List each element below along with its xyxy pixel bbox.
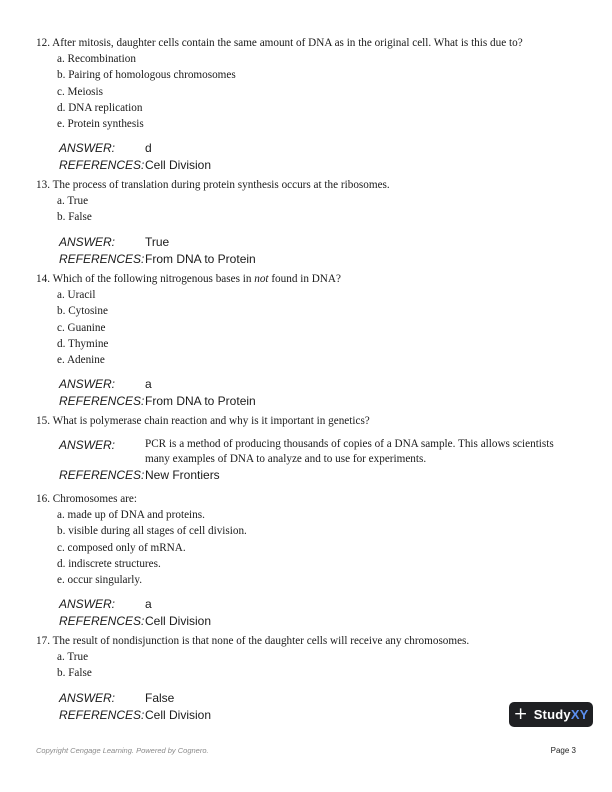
question-stem: 17. The result of nondisjunction is that none of the daughter cells will receive any chromosomes.: [36, 635, 470, 647]
answer-label: ANSWER:: [59, 597, 116, 612]
option: b. Cytosine: [57, 305, 108, 318]
answer-value: False: [145, 690, 175, 705]
option: a. True: [57, 651, 89, 663]
references-value: From DNA to Protein: [145, 251, 256, 266]
options-list: [57, 193, 581, 226]
question-stem: 16. Chromosomes are:: [36, 493, 137, 505]
references-value: Cell Division: [145, 707, 212, 722]
stem-text: 14. Which of the following nitrogenous bases in: [36, 273, 255, 285]
question-12: [36, 35, 581, 174]
answer-label: ANSWER:: [59, 690, 116, 705]
stem-text: found in DNA?: [268, 273, 341, 285]
answer-block: [59, 690, 581, 724]
question-16: [36, 491, 581, 630]
question-15: [36, 413, 581, 484]
options-list: [57, 507, 581, 588]
option: c. Guanine: [57, 321, 106, 334]
option: a. Recombination: [57, 53, 136, 65]
option: b. False: [57, 667, 92, 680]
badge-brand-text: [534, 707, 589, 722]
answer-block: [59, 140, 581, 174]
answer-label: ANSWER:: [59, 234, 116, 249]
badge-study-text: Study: [533, 707, 571, 722]
question-stem: 15. What is polymerase chain reaction and why is it important in genetics?: [36, 415, 370, 427]
answer-label: ANSWER:: [59, 377, 116, 392]
option: d. Thymine: [57, 337, 109, 350]
answer-block: [59, 234, 581, 268]
references-label: REFERENCES:: [59, 614, 145, 629]
option: a. made up of DNA and proteins.: [57, 509, 205, 521]
answer-block: [59, 596, 581, 630]
studyxy-badge[interactable]: [509, 702, 593, 727]
option: b. visible during all stages of cell division.: [57, 525, 247, 538]
references-label: REFERENCES:: [59, 707, 145, 722]
footer-page-number: Page 3: [550, 746, 576, 755]
options-list: [57, 649, 581, 682]
answer-block: [59, 376, 581, 410]
references-label: REFERENCES:: [59, 251, 145, 266]
option: b. Pairing of homologous chromosomes: [57, 69, 236, 82]
option: e. occur singularly.: [57, 574, 143, 587]
stem-emphasis: not: [254, 273, 269, 285]
option: e. Adenine: [57, 354, 105, 367]
answer-label: ANSWER:: [59, 438, 116, 452]
references-label: REFERENCES:: [59, 158, 145, 173]
answer-value: a: [145, 377, 152, 392]
option: d. DNA replication: [57, 101, 143, 114]
answer-label: ANSWER:: [59, 141, 116, 156]
answer-value: d: [145, 141, 152, 156]
options-list: [57, 51, 581, 132]
answer-value: a: [145, 597, 152, 612]
option: b. False: [57, 211, 92, 224]
question-13: [36, 177, 581, 268]
option: a. True: [57, 195, 89, 207]
question-stem: [36, 271, 581, 287]
references-value: Cell Division: [145, 614, 212, 629]
references-value: Cell Division: [145, 158, 212, 173]
option: c. composed only of mRNA.: [57, 541, 186, 554]
option: c. Meiosis: [57, 85, 103, 98]
references-label: REFERENCES:: [59, 468, 145, 482]
question-14: [36, 271, 581, 410]
question-stem: 12. After mitosis, daughter cells contain the same amount of DNA as in the original cell. What is this due to?: [36, 37, 523, 49]
option: d. indiscrete structures.: [57, 557, 161, 570]
answer-value: True: [145, 234, 170, 249]
answer-value: PCR is a method of producing thousands of copies of a DNA sample. This allows scientists many examples of DNA to analyze and to use for experiments.: [145, 438, 554, 465]
badge-xy-text: XY: [570, 707, 589, 722]
references-value: New Frontiers: [145, 468, 220, 482]
option: a. Uracil: [57, 289, 96, 301]
footer-copyright: Copyright Cengage Learning. Powered by Cognero.: [36, 746, 209, 755]
references-value: From DNA to Protein: [145, 394, 256, 409]
plus-icon: +: [513, 704, 528, 724]
options-list: [57, 287, 581, 368]
answer-block: [59, 437, 581, 484]
references-label: REFERENCES:: [59, 394, 145, 409]
option: e. Protein synthesis: [57, 118, 144, 131]
question-stem: 13. The process of translation during protein synthesis occurs at the ribosomes.: [36, 179, 390, 191]
question-17: [36, 633, 581, 724]
